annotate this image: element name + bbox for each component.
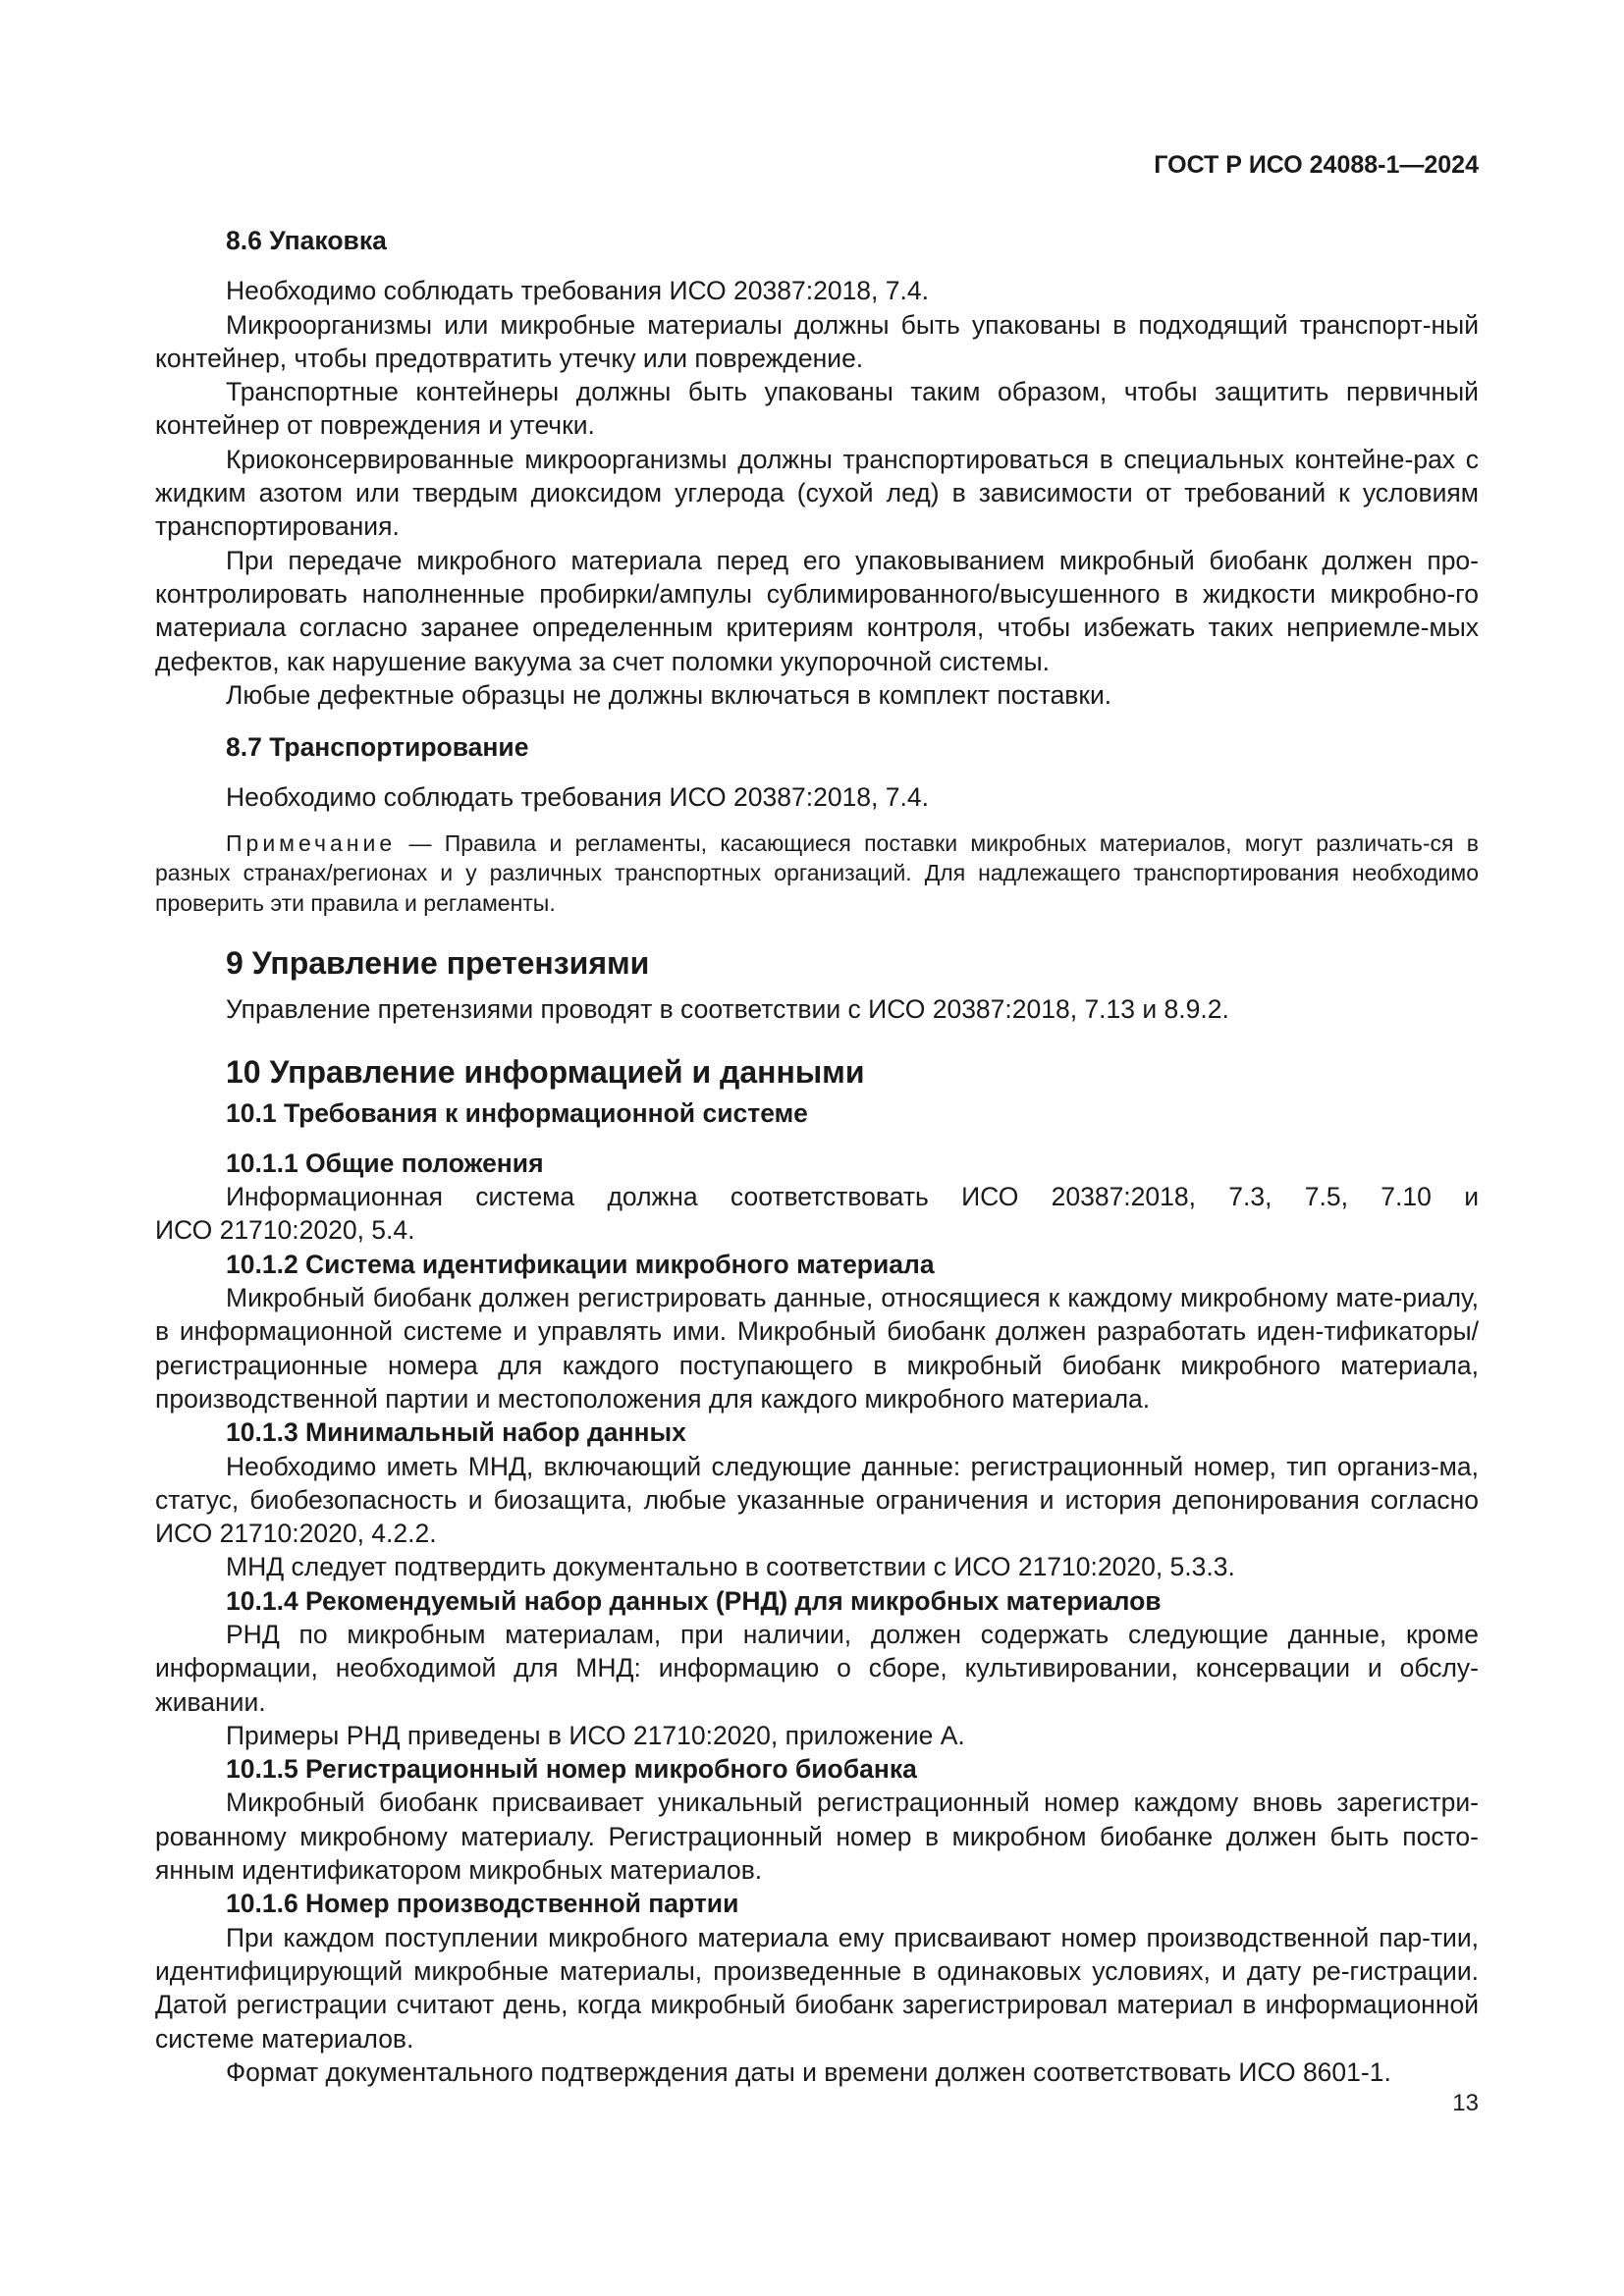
section-9-title: 9 Управление претензиями <box>226 945 650 982</box>
section-10-1-6-title: 10.1.6 Номер производственной партии <box>226 1889 739 1919</box>
paragraph: РНД по микробным материалам, при наличии, должен содержать следующие данные, кроме информации, необходимой для МНД: информацию о сборе, культивировании, консервации и обслу-живании. <box>155 1620 1479 1717</box>
note-text: — Правила и регламенты, касающиеся поставки микробных материалов, могут различать-ся в разных странах/регионах и у различных транспортных организаций. Для надлежащего транспортирования необходимо проверить эти правила и регламенты. <box>155 829 1479 916</box>
paragraph: Криоконсервированные микроорганизмы должны транспортироваться в специальных контейне-рах с жидким азотом или твердым диоксидом углерода (сухой лед) в зависимости от требований к условиям транспортирования. <box>155 444 1479 542</box>
page-body <box>155 224 1479 2089</box>
paragraph: Микроорганизмы или микробные материалы должны быть упакованы в подходящий транспорт-ный контейнер, чтобы предотвратить утечку или повреждение. <box>155 309 1479 373</box>
paragraph: Транспортные контейнеры должны быть упакованы таким образом, чтобы защитить первичный контейнер от повреждения и утечки. <box>155 377 1479 441</box>
document-header: ГОСТ Р ИСО 24088-1—2024 <box>1154 151 1479 179</box>
section-8-6-title: 8.6 Упаковка <box>226 226 387 255</box>
section-10-title: 10 Управление информацией и данными <box>226 1053 865 1090</box>
section-10-1-4-title: 10.1.4 Рекомендуемый набор данных (РНД) для микробных материалов <box>226 1585 1162 1616</box>
page-number: 13 <box>1452 2090 1479 2116</box>
section-10-1-1-title: 10.1.1 Общие положения <box>226 1148 544 1178</box>
paragraph: Микробный биобанк присваивает уникальный регистрационный номер каждому вновь зарегистри-рованному микробному материалу. Регистрационный номер в микробном биобанке должен быть посто-янным идентификатором микробных материалов. <box>155 1788 1479 1886</box>
section-10-1-3-title: 10.1.3 Минимальный набор данных <box>226 1417 686 1448</box>
note-label: Примечание <box>226 829 397 856</box>
section-10-1-2-title: 10.1.2 Система идентификации микробного материала <box>226 1249 935 1279</box>
paragraph: Управление претензиями проводят в соответствии с ИСО 20387:2018, 7.13 и 8.9.2. <box>226 994 1229 1025</box>
note <box>155 828 1479 919</box>
paragraph-line: Информационная система должна соответствовать ИСО 20387:2018, 7.3, 7.5, 7.10 и <box>226 1182 1479 1212</box>
paragraph: Примеры РНД приведены в ИСО 21710:2020, приложение А. <box>226 1720 965 1750</box>
paragraph: Микробный биобанк должен регистрировать данные, относящиеся к каждому микробному мате-риалу, в информационной системе и управлять ими. Микробный биобанк должен разработать иден-тификаторы/регистрационные номера для каждого поступающего в микробный биобанк микробного материала, производственной партии и местоположения для каждого микробного материала. <box>155 1283 1479 1414</box>
paragraph: При каждом поступлении микробного материала ему присваивают номер производственной пар-тии, идентифицирующий микробные материалы, произведенные в одинаковых условиях, и дату ре-гистрации. Датой регистрации считают день, когда микробный биобанк зарегистрировал материал в информационной системе материалов. <box>155 1922 1479 2054</box>
paragraph: При передаче микробного материала перед его упаковыванием микробный биобанк должен про-контролировать наполненные пробирки/ампулы сублимированного/высушенного в жидкости микробно-го материала согласно заранее определенным критериям контроля, чтобы избежать таких неприемле-мых дефектов, как нарушение вакуума за счет поломки укупорочной системы. <box>155 545 1479 676</box>
paragraph: Любые дефектные образцы не должны включаться в комплект поставки. <box>226 679 1112 710</box>
paragraph: МНД следует подтвердить документально в соответствии с ИСО 21710:2020, 5.3.3. <box>226 1552 1235 1582</box>
paragraph: Необходимо иметь МНД, включающий следующие данные: регистрационный номер, тип организ-ма, статус, биобезопасность и биозащита, любые указанные ограничения и история депонирования согласно ИСО 21710:2020, 4.2.2. <box>155 1451 1479 1549</box>
section-8-7-title: 8.7 Транспортирование <box>226 732 529 763</box>
paragraph: Необходимо соблюдать требования ИСО 20387:2018, 7.4. <box>226 276 929 306</box>
paragraph: Необходимо соблюдать требования ИСО 20387:2018, 7.4. <box>226 782 929 813</box>
paragraph-line: ИСО 21710:2020, 5.4. <box>155 1215 415 1246</box>
section-10-1-5-title: 10.1.5 Регистрационный номер микробного биобанка <box>226 1754 917 1785</box>
paragraph: Формат документального подтверждения даты и времени должен соответствовать ИСО 8601-1. <box>226 2056 1391 2087</box>
section-10-1-title: 10.1 Требования к информационной системе <box>226 1097 808 1128</box>
